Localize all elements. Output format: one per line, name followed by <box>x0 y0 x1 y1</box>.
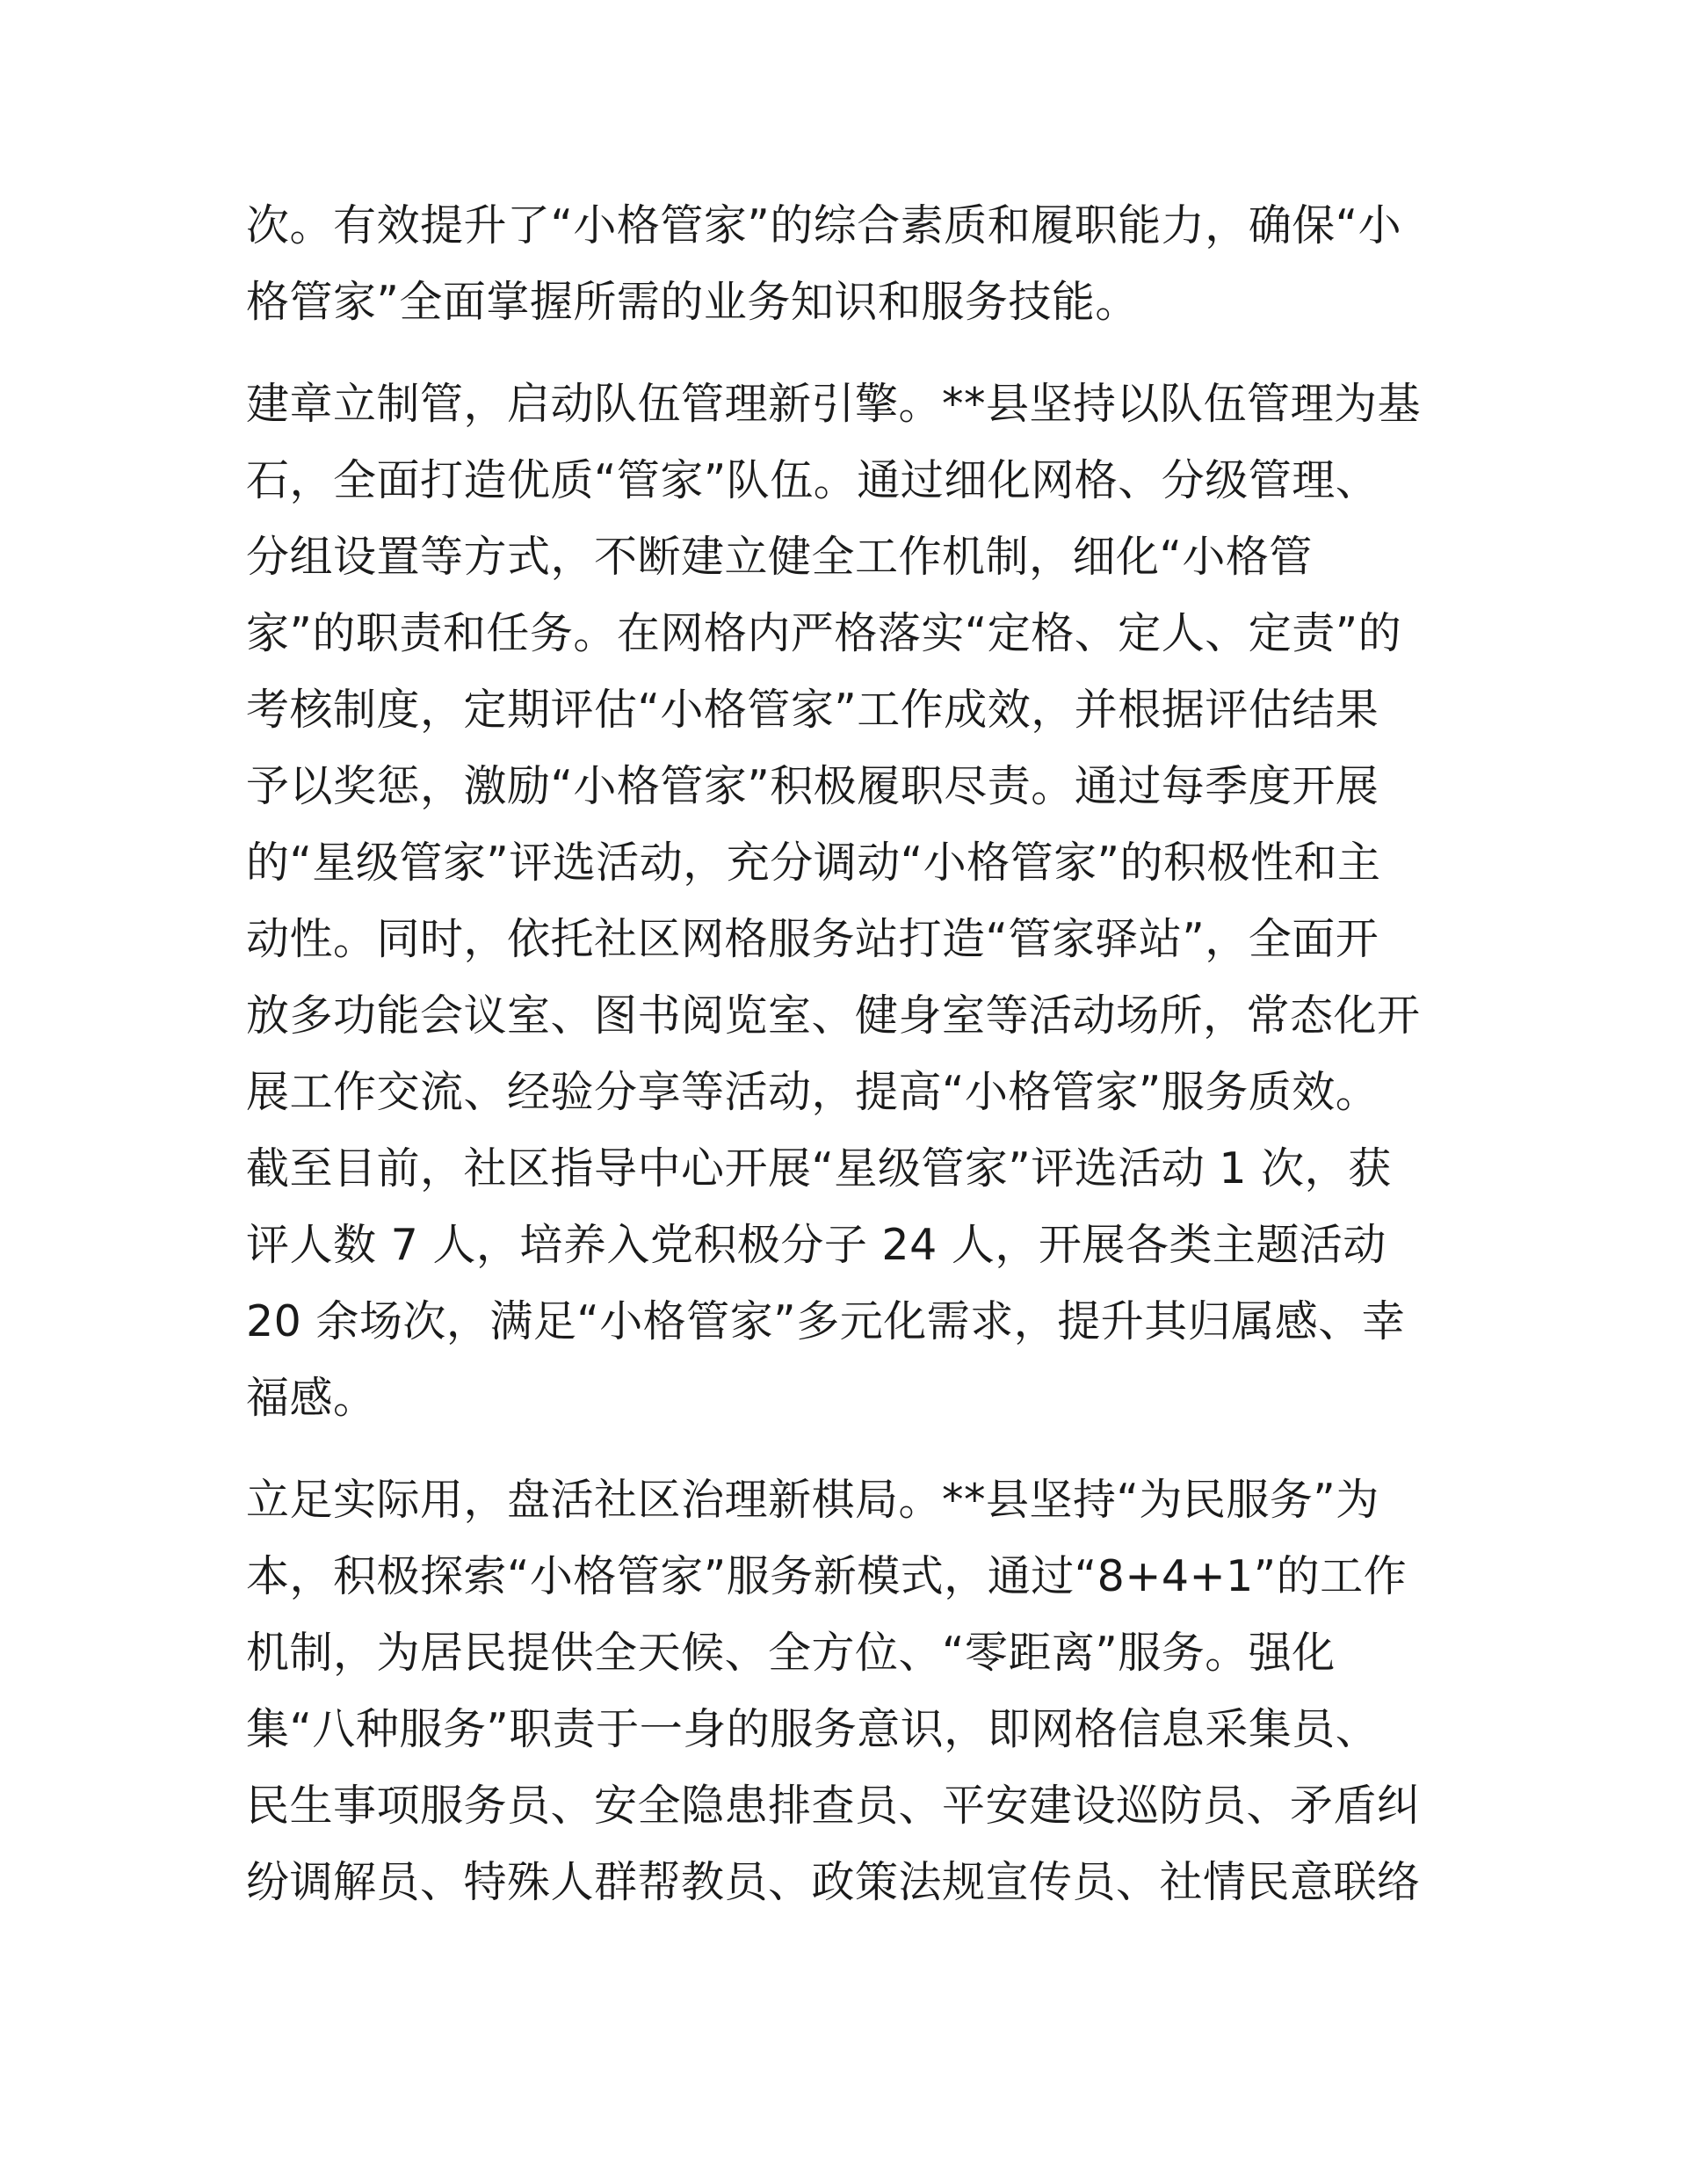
text-line: 评人数 7 人，培养入党积极分子 24 人，开展各类主题活动 <box>246 1220 1387 1270</box>
text-line: 机制，为居民提供全天候、全方位、“零距离”服务。强化 <box>246 1628 1336 1678</box>
text-line: 集“八种服务”职责于一身的服务意识，即网格信息采集员、 <box>246 1704 1379 1754</box>
paragraph-community-governance <box>246 1462 1476 1920</box>
text-line: 次。有效提升了“小格管家”的综合素质和履职能力，确保“小 <box>246 200 1402 250</box>
text-line: 石，全面打造优质“管家”队伍。通过细化网格、分级管理、 <box>246 455 1379 505</box>
text-line: 的“星级管家”评选活动，充分调动“小格管家”的积极性和主 <box>246 838 1381 888</box>
text-line: 予以奖惩，激励“小格管家”积极履职尽责。通过每季度开展 <box>246 761 1379 811</box>
text-line: 本，积极探索“小格管家”服务新模式，通过“8+4+1”的工作 <box>246 1551 1408 1601</box>
paragraph-training-summary <box>246 187 1476 340</box>
text-line: 民生事项服务员、安全隐患排查员、平安建设巡防员、矛盾纠 <box>246 1781 1421 1831</box>
text-line: 20 余场次，满足“小格管家”多元化需求，提升其归属感、幸 <box>246 1296 1406 1346</box>
text-line: 截至目前，社区指导中心开展“星级管家”评选活动 1 次，获 <box>246 1143 1392 1194</box>
paragraph-team-management <box>246 366 1476 1436</box>
text-line: 放多功能会议室、图书阅览室、健身室等活动场所，常态化开 <box>246 990 1421 1041</box>
text-line: 动性。同时，依托社区网格服务站打造“管家驿站”，全面开 <box>246 914 1379 964</box>
text-line: 纷调解员、特殊人群帮教员、政策法规宣传员、社情民意联络 <box>246 1857 1421 1907</box>
text-line: 建章立制管，启动队伍管理新引擎。**县坚持以队伍管理为基 <box>246 379 1422 429</box>
text-line: 考核制度，定期评估“小格管家”工作成效，并根据评估结果 <box>246 685 1379 735</box>
text-line: 福感。 <box>246 1373 377 1423</box>
text-line: 格管家”全面掌握所需的业务知识和服务技能。 <box>246 277 1139 327</box>
text-line: 展工作交流、经验分享等活动，提高“小格管家”服务质效。 <box>246 1067 1379 1117</box>
text-line: 家”的职责和任务。在网格内严格落实“定格、定人、定责”的 <box>246 608 1402 658</box>
text-line: 分组设置等方式，不断建立健全工作机制，细化“小格管 <box>246 532 1313 582</box>
text-line: 立足实际用，盘活社区治理新棋局。**县坚持“为民服务”为 <box>246 1475 1379 1525</box>
